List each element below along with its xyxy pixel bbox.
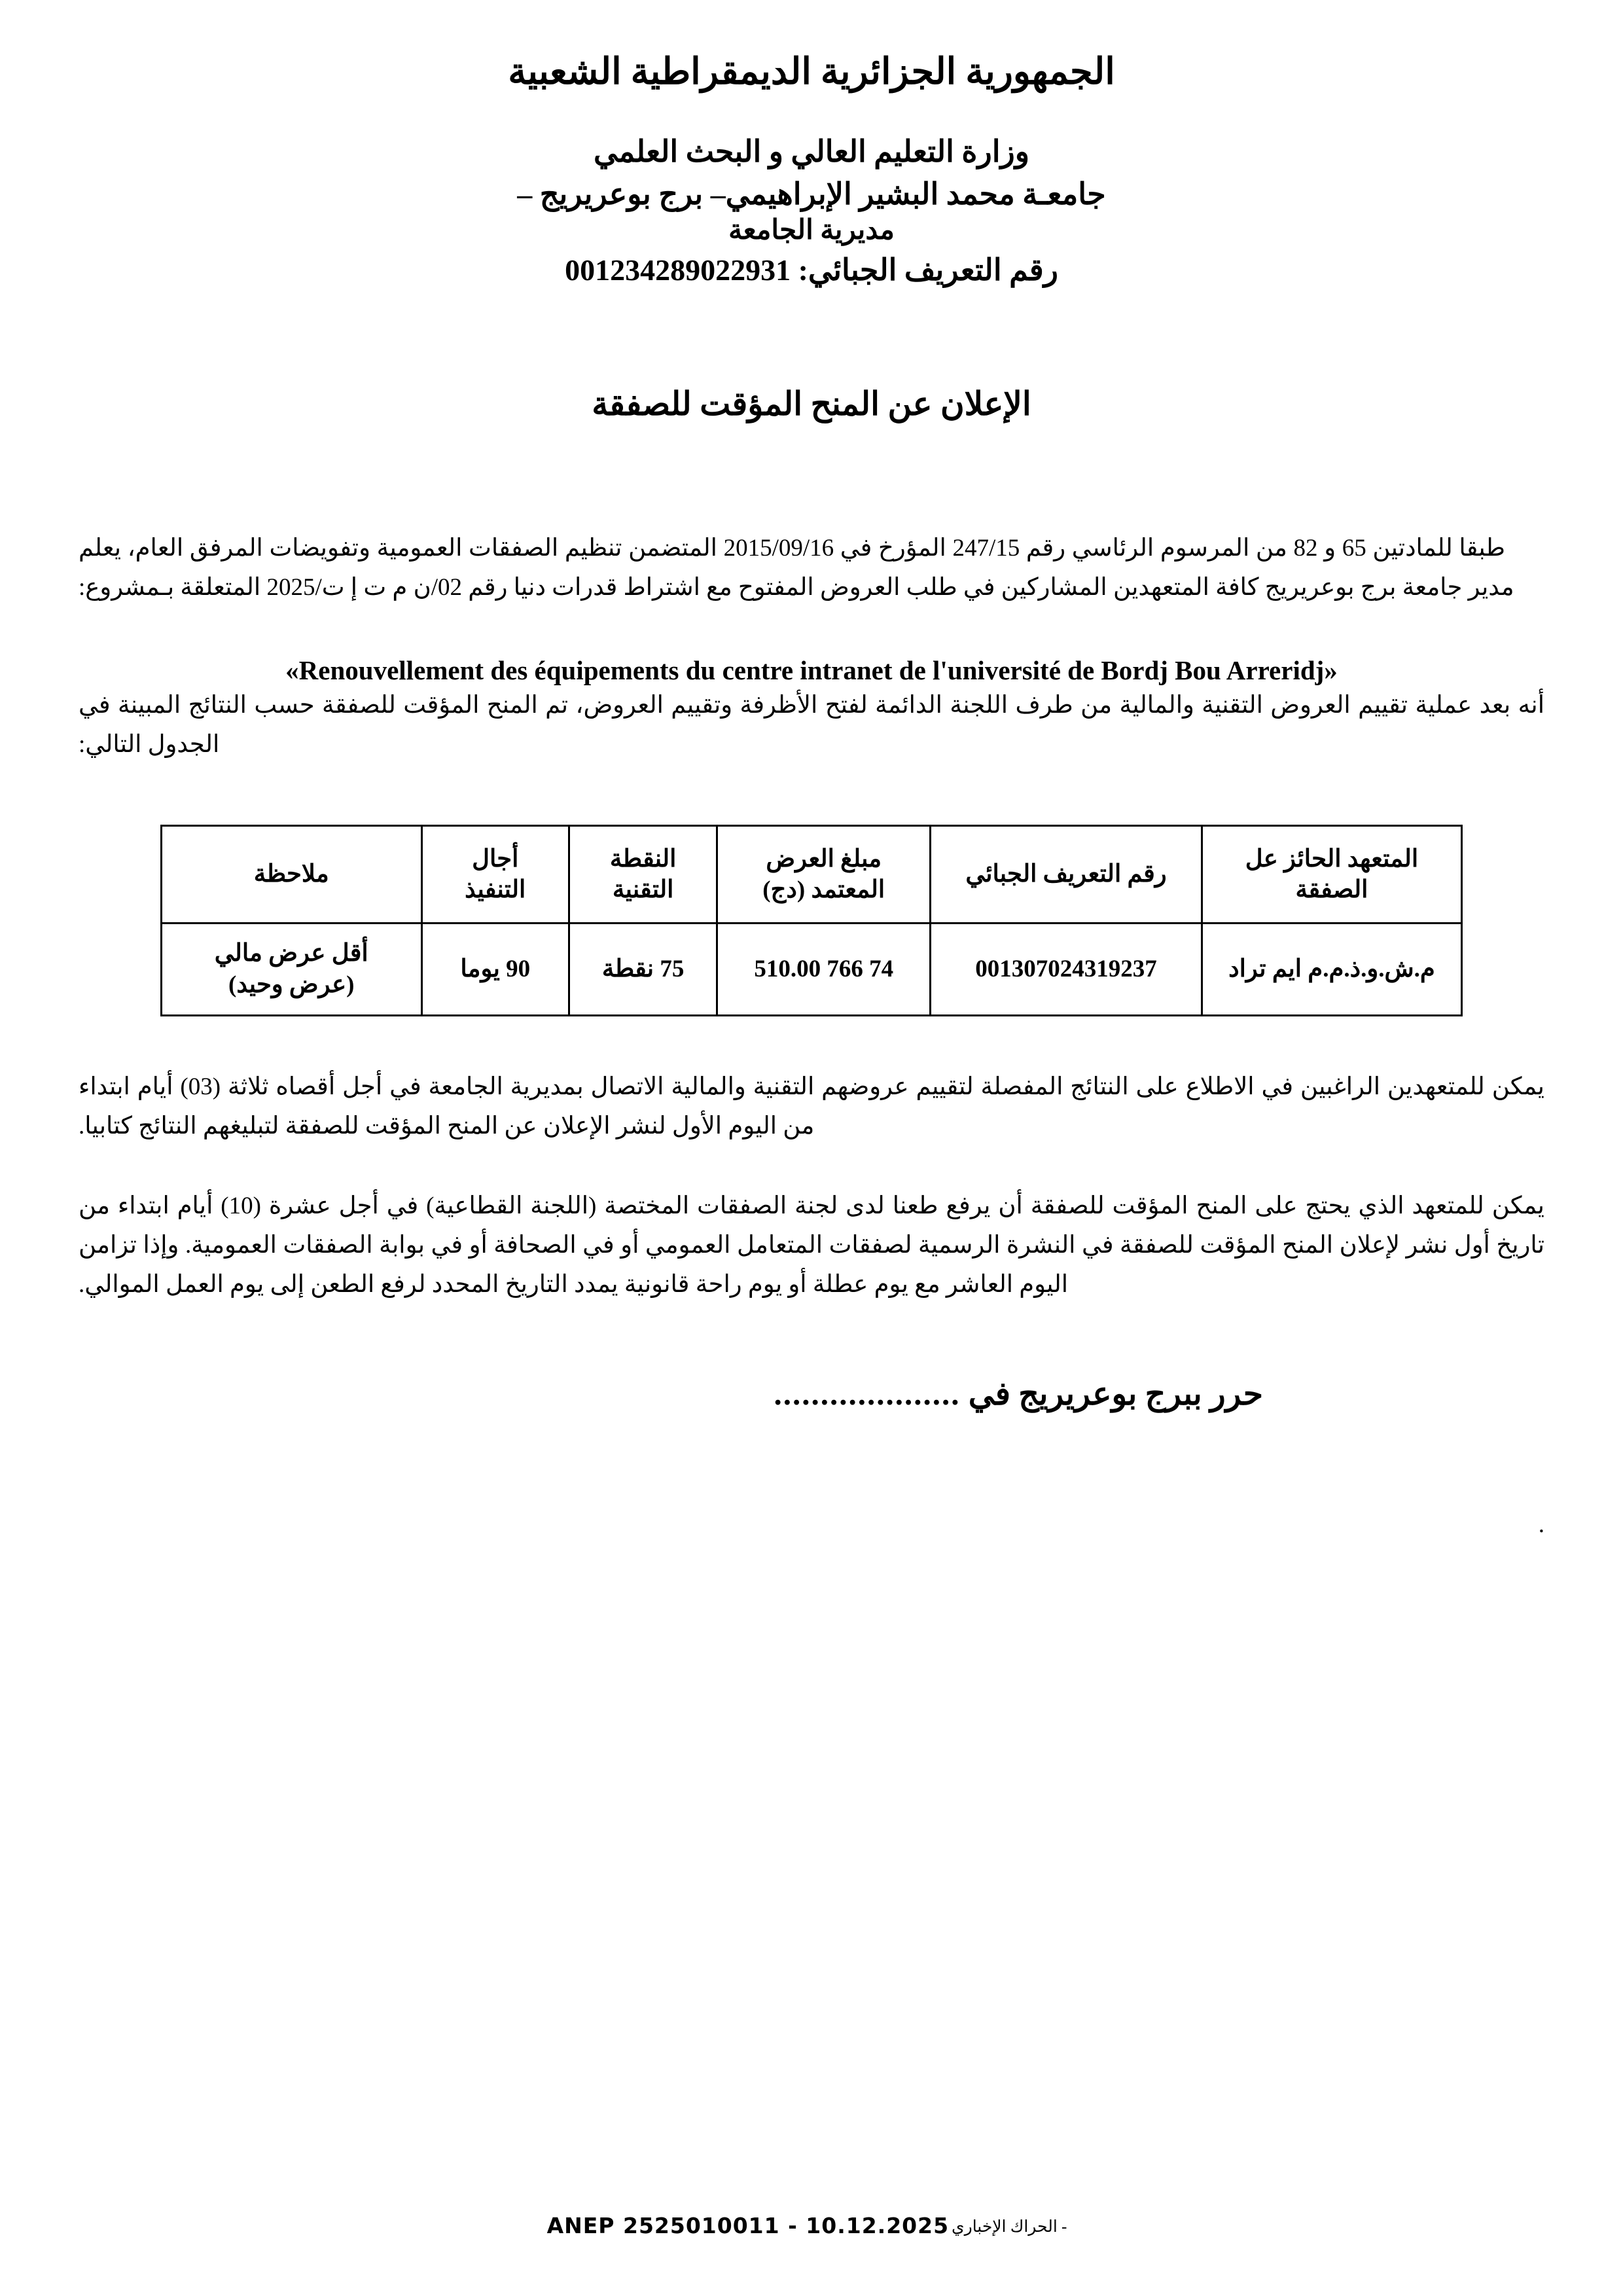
ministry-heading: وزارة التعليم العالي و البحث العلمي bbox=[594, 135, 1029, 169]
cell-bidder: م.ش.و.ذ.م.م ايم تراد bbox=[1202, 923, 1461, 1015]
appeal-paragraph: يمكن للمتعهد الذي يحتج على المنح المؤقت للصفقة أن يرفع طعنا لدى لجنة الصفقات المختصة (اللجنة القطاعية) في أجل عشرة (10) أيام ابتداء من تاريخ أول نشر لإعلان المنح المؤقت للصفقة في النشرة الرسمية لصفقات المتعامل العمومي أو في الصحافة أو في بوابة الصفقات العمومية. وإذا تزامن اليوم العاشر مع يوم عطلة أو يوم راحة قانونية يمدد التاريخ المحدد لرفع الطعن إلى يوم العمل الموالي. bbox=[79, 1192, 1544, 1298]
intro-paragraph: طبقا للمادتين 65 و 82 من المرسوم الرئاسي رقم 247/15 المؤرخ في 2015/09/16 المتضمن تنظيم الصفقات العمومية وتفويضات المرفق العام، يعلم مدير جامعة برج بوعريريج كافة المتعهدين المشاركين في طلب العروض المفتوح مع اشتراط قدرات دنيا رقم 02/ن م ت إ ت/2025 المتعلقة بـمشروع: bbox=[79, 535, 1514, 601]
direction-heading: مديرية الجامعة bbox=[728, 215, 895, 245]
header-tax-id: رقم التعريف الجبائي: 001234289022931 bbox=[565, 253, 1058, 287]
column-header-amount-line2: المعتمد (دج) bbox=[762, 876, 885, 903]
column-header-remark bbox=[162, 825, 422, 923]
footer-anep-code: ANEP 2525010011 - 10.12.2025 bbox=[546, 2213, 950, 2238]
republic-heading: الجمهورية الجزائرية الديمقراطية الشعبية bbox=[508, 52, 1115, 92]
award-table bbox=[160, 825, 1463, 1016]
column-header-duration-line2: التنفيذ bbox=[465, 876, 526, 903]
column-header-tax-id-line1: رقم التعريف الجبائي bbox=[965, 861, 1167, 888]
stray-mark: . bbox=[1538, 1511, 1544, 1538]
column-header-bidder-line2: الصفقة bbox=[1295, 876, 1368, 903]
document-header bbox=[0, 0, 1623, 288]
university-heading: جامعـة محمد البشير الإبراهيمي– برج بوعريريج – bbox=[517, 177, 1106, 211]
column-header-tax-id bbox=[931, 825, 1202, 923]
document-body bbox=[79, 529, 1544, 1304]
pre-table-paragraph: أنه بعد عملية تقييم العروض التقنية والمالية من طرف اللجنة الدائمة لفتح الأظرفة وتقييم العروض، تم المنح المؤقت للصفقة حسب النتائج المبينة في الجدول التالي: bbox=[79, 692, 1544, 758]
cell-remark bbox=[162, 923, 422, 1015]
column-header-remark-line1: ملاحظة bbox=[253, 861, 329, 888]
signature-text: حرر ببرج بوعريريج في bbox=[968, 1375, 1263, 1412]
column-header-duration bbox=[421, 825, 569, 923]
footer-source: - الحراك الإخباري bbox=[952, 2218, 1067, 2236]
cell-amount: 74 766 510.00 bbox=[717, 923, 931, 1015]
document-footer bbox=[0, 2213, 1623, 2238]
signature-line bbox=[0, 1375, 1544, 1412]
column-header-bidder bbox=[1202, 825, 1461, 923]
signature-dots: .................... bbox=[774, 1375, 961, 1412]
column-header-score-line2: التقنية bbox=[612, 876, 674, 903]
page-title: الإعلان عن المنح المؤقت للصفقة bbox=[592, 386, 1031, 423]
project-title-fr: «Renouvellement des équipements du centre intranet de l'université de Bordj Bou Arreridj» bbox=[285, 655, 1338, 686]
column-header-bidder-line1: المتعهد الحائز عل bbox=[1245, 845, 1419, 872]
cell-technical-score: 75 نقطة bbox=[569, 923, 717, 1015]
column-header-duration-line1: أجال bbox=[472, 845, 519, 872]
column-header-score bbox=[569, 825, 717, 923]
table-header-row bbox=[162, 825, 1462, 923]
cell-remark-line2: (عرض وحيد) bbox=[228, 971, 355, 998]
cell-tax-id: 001307024319237 bbox=[931, 923, 1202, 1015]
table-row bbox=[162, 923, 1462, 1015]
cell-remark-line1: أقل عرض مالي bbox=[214, 939, 368, 967]
column-header-score-line1: النقطة bbox=[609, 845, 677, 872]
cell-execution-time: 90 يوما bbox=[421, 923, 569, 1015]
column-header-amount bbox=[717, 825, 931, 923]
results-access-paragraph: يمكن للمتعهدين الراغبين في الاطلاع على النتائج المفصلة لتقييم عروضهم التقنية والمالية الاتصال بمديرية الجامعة في أجل أقصاه ثلاثة (03) أيام ابتداء من اليوم الأول لنشر الإعلان عن المنح المؤقت للصفقة لتبليغهم النتائج كتابيا. bbox=[79, 1073, 1544, 1139]
column-header-amount-line1: مبلغ العرض bbox=[766, 845, 882, 872]
award-table-container bbox=[79, 825, 1544, 1016]
